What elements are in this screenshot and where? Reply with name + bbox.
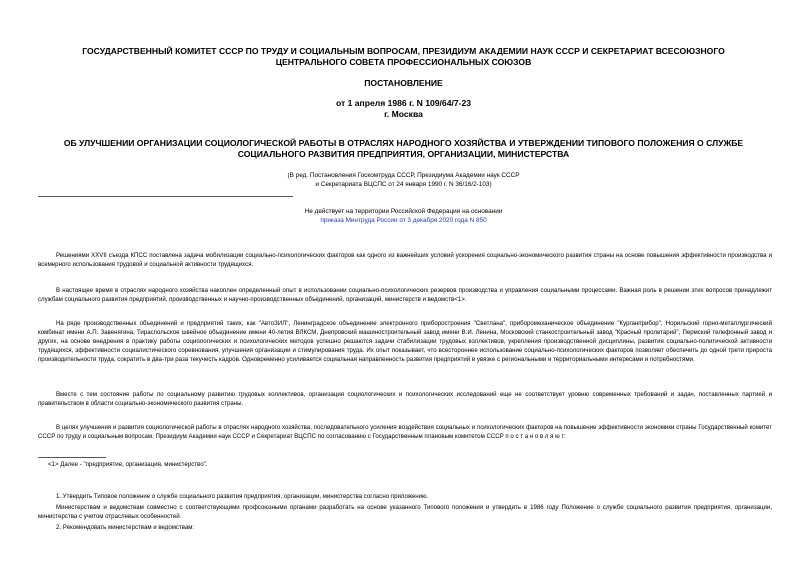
paragraph-1: Решениями XXVII съезда КПСС поставлена задача мобилизации социально-психологических факторов как одного из важнейших условий ускорения социально-экономического развития страны на основе повышения эффективности производства и всемерного использования трудовой и социальной активности трудящихся. xyxy=(38,252,772,268)
item-1: 1. Утвердить Типовое положение о службе социального развития предприятия, организации, министерства согласно приложению. xyxy=(56,493,429,500)
status-line-1: Не действует на территории Российской Федерации на основании xyxy=(304,208,503,215)
edition-note xyxy=(100,171,707,189)
footnote: <1> Далее - "предприятие, организация, министерство". xyxy=(48,461,208,468)
paragraph-2: В настоящее время в отраслях народного хозяйства накоплен определенный опыт в использовании социально-психологических резервов производства и управления социальными процессами. Важная роль в решении этих вопросов принадлежит службам социального развития предприятий, производственных и научно-производственных объединений, организаций, министерств и ведомств<1>. xyxy=(38,287,772,303)
footnote-separator xyxy=(38,457,106,458)
paragraph-4: Вместе с тем состояние работы по социальному развитию трудовых коллективов, организация социологических и психологических исследований еще не соответствует уровню современных требований и задач, поставленных партией и правительством в области социально-экономического развития страны. xyxy=(38,391,772,407)
title-line-2: СОЦИАЛЬНОГО РАЗВИТИЯ ПРЕДПРИЯТИЯ, ОРГАНИЗАЦИИ, МИНИСТЕРСТВА xyxy=(237,149,570,159)
title-line-1: ОБ УЛУЧШЕНИИ ОРГАНИЗАЦИИ СОЦИОЛОГИЧЕСКОЙ РАБОТЫ В ОТРАСЛЯХ НАРОДНОГО ХОЗЯЙСТВА И УТВЕРЖДЕНИИ ТИПОВОГО ПОЛОЖЕНИЯ О СЛУЖБЕ xyxy=(63,138,744,148)
status-note xyxy=(100,207,707,225)
status-link[interactable]: приказа Минтруда России от 3 декабря 2020 года N 850 xyxy=(320,217,487,224)
document-city: г. Москва xyxy=(384,109,423,119)
issuer-line-2: ЦЕНТРАЛЬНОГО СОВЕТА ПРОФЕССИОНАЛЬНЫХ СОЮЗОВ xyxy=(275,57,532,67)
document-title xyxy=(60,138,747,160)
issuer-line-1: ГОСУДАРСТВЕННЫЙ КОМИТЕТ СССР ПО ТРУДУ И СОЦИАЛЬНЫМ ВОПРОСАМ, ПРЕЗИДИУМ АКАДЕМИИ НАУК СССР И СЕКРЕТАРИАТ ВСЕСОЮЗНОГО xyxy=(82,46,725,56)
paragraph-5: В целях улучшения и развития социологической работы в отраслях народного хозяйства, последовательного усиления воздействия социальных и психологических факторов на повышение эффективности экономики страны Государственный комитет СССР по труду и социальным вопросам, Президиум Академии наук СССР и Секретариат ВЦСПС по согласованию с Государственным плановым комитетом СССР п о с т а н о в л я ю т: xyxy=(38,424,772,440)
paragraph-3: На ряде производственных объединений и предприятий таких, как "АвтоЗИЛ", Ленинградское объединение электронного приборостроения "Светлана", приборомеханическое объединение "Курганприбор", Норильский горно-металлургический комбинат имени А.П. Завенягина, Тираспольское швейное объединение имени 40-летия ВЛКСМ, Днепровский машиностроительный завод имени В.И. Ленина, Московский станкостроительный завод "Красный пролетарий", Пермский телефонный завод и других, на основе внедрения в практику работы социологических и психологических методов успешно решаются задачи стабилизации трудовых коллективов, укрепления производственной дисциплины, развития социально-политической активности трудящихся, эффективности социалистического соревнования, улучшения организации и стимулирования труда. Их опыт показывает, что всестороннее использование социально-психологических факторов позволяет обеспечить до одной трети прироста производительности труда, сократить в два-три раза текучесть кадров. Одновременно усиливается социальная направленность развития предприятий в увязке с региональными и территориальными интересами и потребностями. xyxy=(38,320,772,363)
item-1-continuation: Министерствам и ведомствам совместно с соответствующими профсоюзными органами разработать на основе указанного Типового положения и утвердить в 1986 году Положение о службе социального развития предприятия, организации, министерства с учетом отраслевых особенностей. xyxy=(38,504,772,520)
issuer-header xyxy=(60,46,747,68)
edition-line-1: (В ред. Постановления Госкомтруда СССР, Президиума Академии наук СССР xyxy=(287,172,520,179)
item-2: 2. Рекомендовать министерствам и ведомствам: xyxy=(56,524,195,531)
edition-line-2: и Секретариата ВЦСПС от 24 января 1990 г. N 36/16/2-103) xyxy=(315,181,492,188)
document-date-number: от 1 апреля 1986 г. N 109/64/7-23 xyxy=(335,98,472,108)
separator-line xyxy=(38,196,293,197)
document-type: ПОСТАНОВЛЕНИЕ xyxy=(364,78,443,88)
